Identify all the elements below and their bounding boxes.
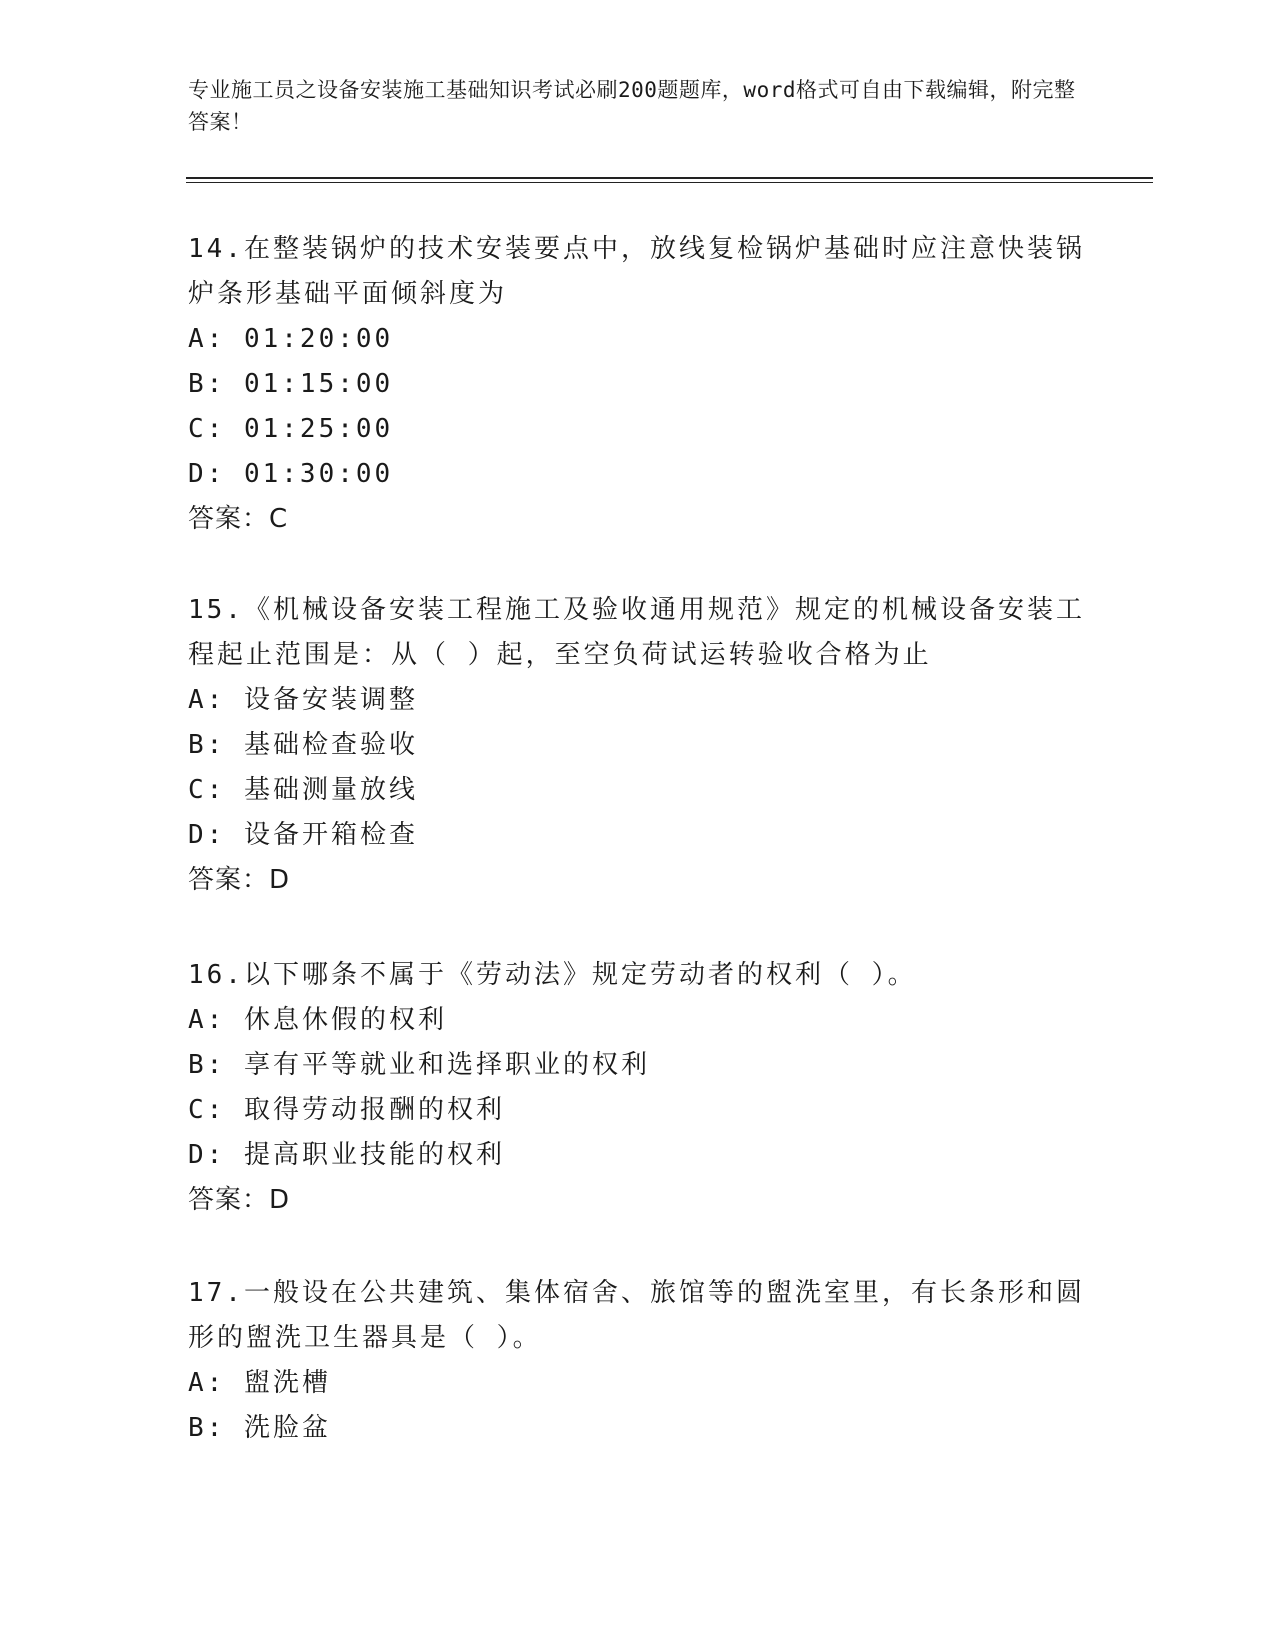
question-number: 17. (188, 1278, 244, 1308)
question-17 (188, 1271, 1088, 1451)
question-number: 14. (188, 234, 244, 264)
header-text: 专业施工员之设备安装施工基础知识考试必刷200题题库，word格式可自由下载编辑，附完整答案！ (188, 78, 1076, 134)
question-number: 15. (188, 595, 244, 625)
answer-line: 答案：D (188, 1185, 291, 1215)
option-d: D: 01:30:00 (188, 459, 394, 489)
question-text: 《机械设备安装工程施工及验收通用规范》规定的机械设备安装工程起止范围是：从（ ）起，至空负荷试运转验收合格为止 (188, 595, 1085, 670)
question-stem (188, 227, 1088, 317)
option-d: D: 提高职业技能的权利 (188, 1140, 505, 1170)
option-b: B: 基础检查验收 (188, 730, 418, 760)
answer-line: 答案：C (188, 504, 289, 534)
header-divider (186, 177, 1153, 179)
header-divider-thin (186, 182, 1153, 183)
question-14 (188, 227, 1088, 542)
question-text: 在整装锅炉的技术安装要点中，放线复检锅炉基础时应注意快装锅炉条形基础平面倾斜度为 (188, 234, 1085, 309)
question-text: 以下哪条不属于《劳动法》规定劳动者的权利（ ）。 (243, 960, 917, 990)
question-stem (188, 1271, 1088, 1361)
option-c: C: 基础测量放线 (188, 775, 418, 805)
option-d: D: 设备开箱检查 (188, 820, 418, 850)
question-15 (188, 588, 1088, 903)
question-stem (188, 953, 1088, 998)
document-header (188, 74, 1088, 138)
option-c: C: 01:25:00 (188, 414, 394, 444)
question-text: 一般设在公共建筑、集体宿舍、旅馆等的盥洗室里，有长条形和圆形的盥洗卫生器具是（ ）。 (188, 1278, 1085, 1353)
option-b: B: 洗脸盆 (188, 1413, 331, 1443)
question-number: 16. (188, 960, 244, 990)
option-a: A: 盥洗槽 (188, 1368, 331, 1398)
option-a: A: 设备安装调整 (188, 685, 418, 715)
option-a: A: 休息休假的权利 (188, 1005, 447, 1035)
question-16 (188, 953, 1088, 1223)
option-a: A: 01:20:00 (188, 324, 394, 354)
option-c: C: 取得劳动报酬的权利 (188, 1095, 505, 1125)
question-stem (188, 588, 1088, 678)
option-b: B: 01:15:00 (188, 369, 394, 399)
answer-line: 答案：D (188, 865, 291, 895)
option-b: B: 享有平等就业和选择职业的权利 (188, 1050, 650, 1080)
